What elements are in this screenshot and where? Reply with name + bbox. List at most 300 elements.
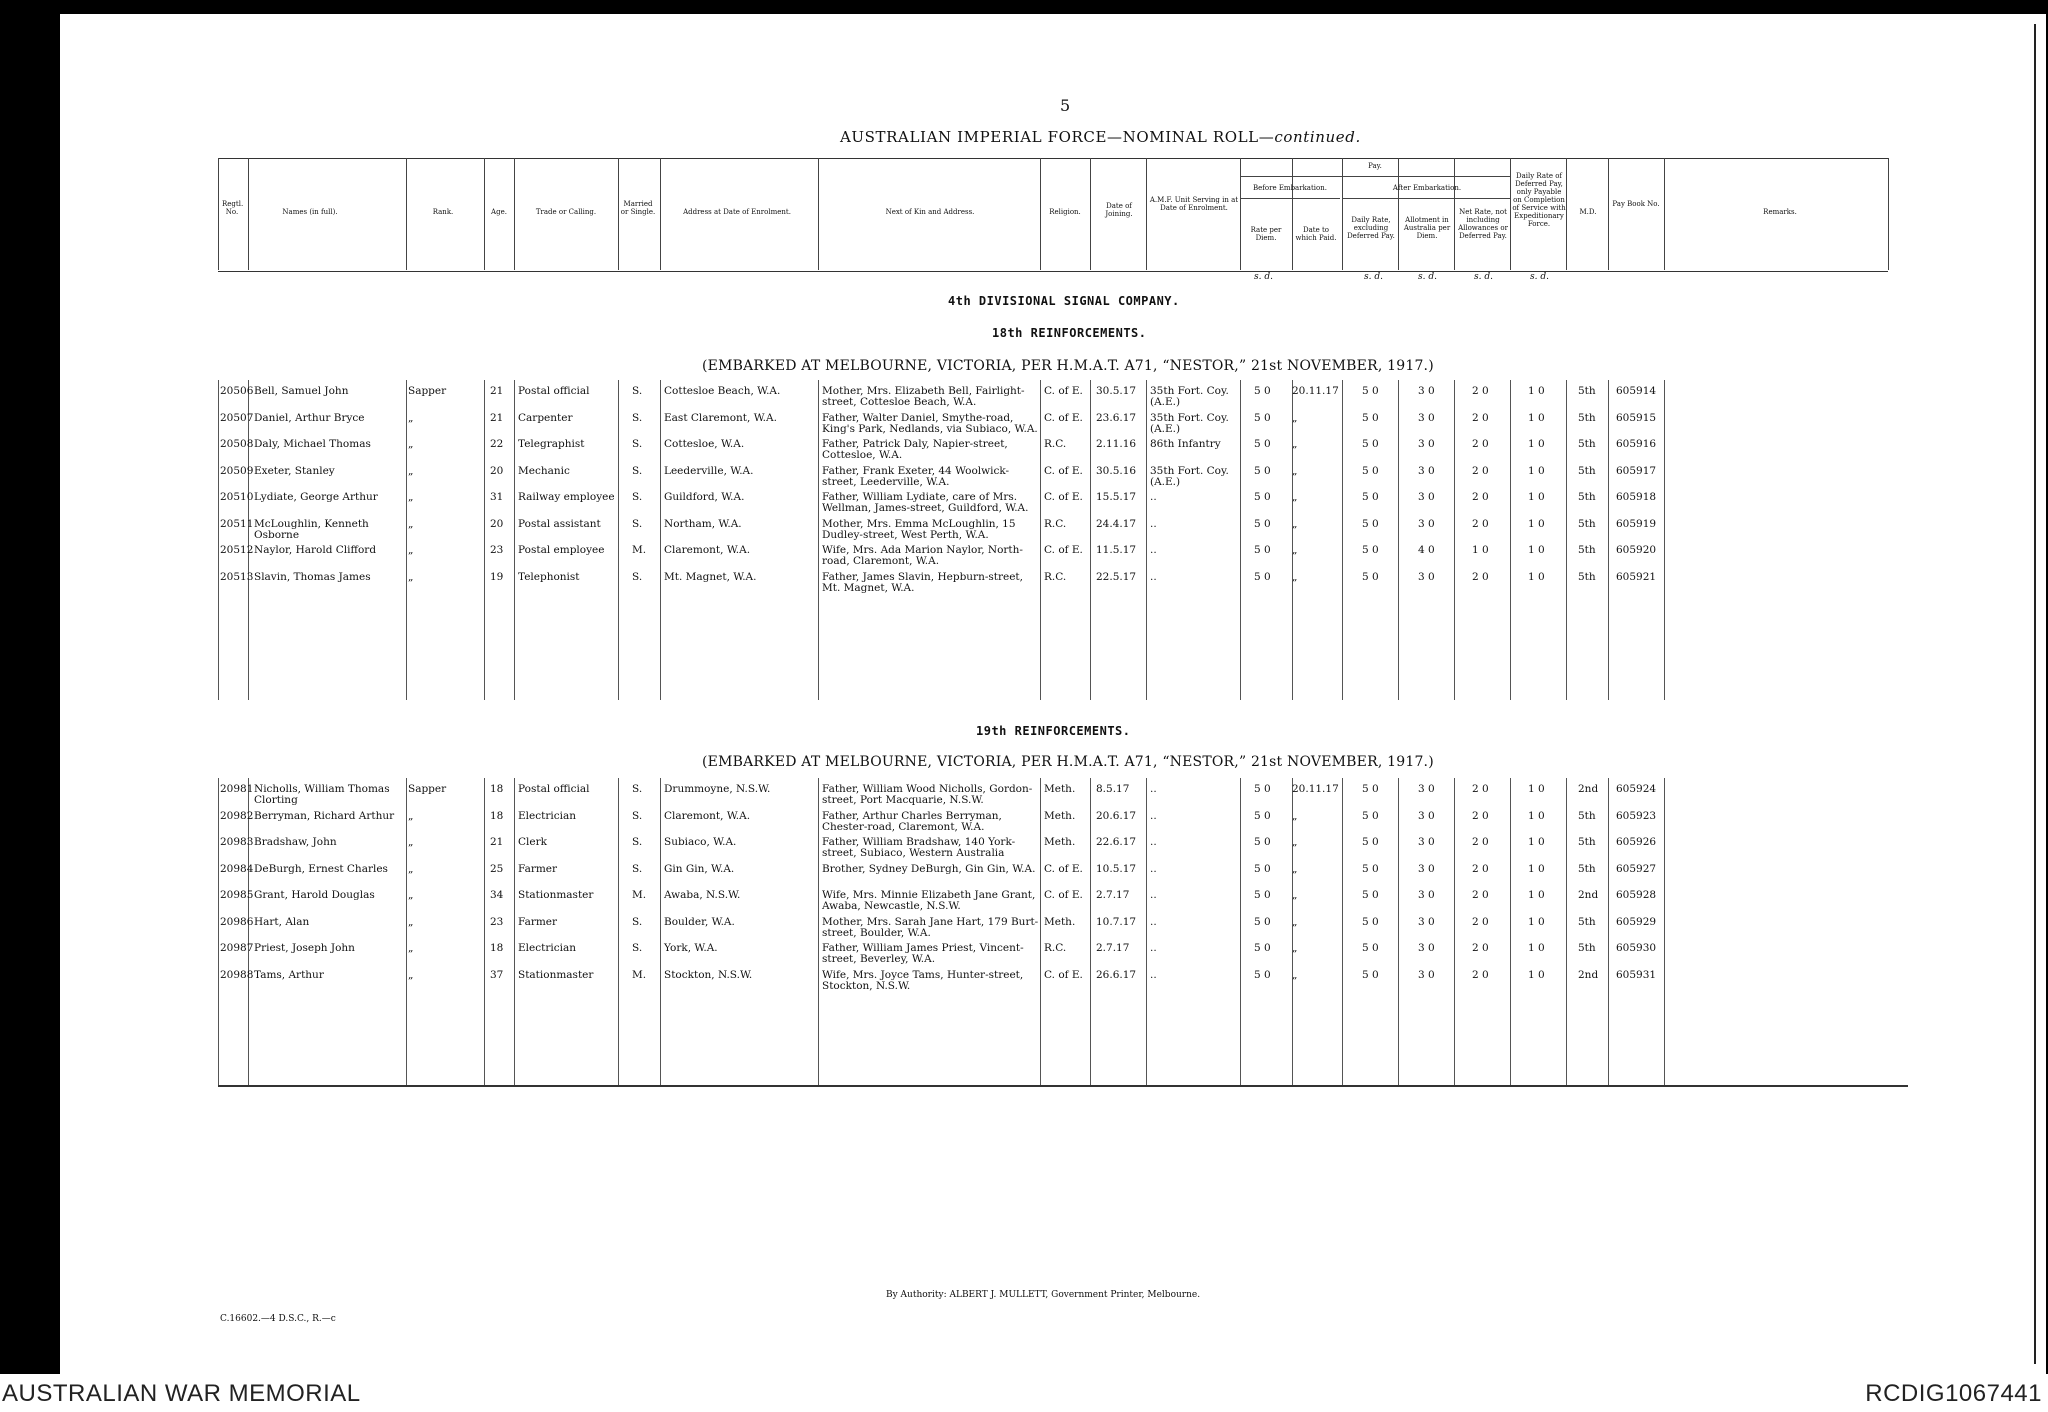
body-column-rule xyxy=(484,778,485,1085)
body-column-rule xyxy=(1454,380,1455,700)
cell-next-of-kin: Father, Walter Daniel, Smythe-road, King's Park, Nedlands, via Subiaco, W.A. xyxy=(822,411,1038,435)
header-after-embarkation: After Embarkation. xyxy=(1392,184,1462,192)
header-column-rule xyxy=(618,158,619,270)
cell-rank: „ xyxy=(408,915,414,928)
cell-trade: Telegraphist xyxy=(518,438,585,450)
cell-trade: Railway employee xyxy=(518,491,615,503)
cell-religion: Meth. xyxy=(1044,915,1076,928)
cell-age: 23 xyxy=(490,544,504,556)
cell-daily-rate: 5 0 xyxy=(1362,915,1379,928)
cell-pay-book: 605926 xyxy=(1616,836,1657,848)
cell-religion: C. of E. xyxy=(1044,385,1083,397)
body-column-rule xyxy=(1342,380,1343,700)
cell-address: Boulder, W.A. xyxy=(664,915,735,928)
cell-address: Cottesloe, W.A. xyxy=(664,438,745,450)
body-column-rule xyxy=(514,380,515,700)
cell-deferred-rate: 1 0 xyxy=(1528,968,1545,981)
cell-trade: Postal assistant xyxy=(518,517,601,530)
cell-daily-rate: 5 0 xyxy=(1362,862,1379,875)
cell-deferred-rate: 1 0 xyxy=(1528,570,1545,583)
cell-religion: C. of E. xyxy=(1044,464,1083,477)
cell-deferred-rate: 1 0 xyxy=(1528,809,1545,822)
embarked-note-19th: (EMBARKED AT MELBOURNE, VICTORIA, PER H.M.A.T. A71, “NESTOR,” 21st NOVEMBER, 1917.) xyxy=(702,754,1434,770)
header-married: Married or Single. xyxy=(620,200,656,216)
cell-md: 5th xyxy=(1578,464,1596,477)
cell-rate-per-diem: 5 0 xyxy=(1254,942,1271,954)
cell-date-paid: „ xyxy=(1292,464,1298,477)
header-pay: Pay. xyxy=(1368,162,1382,170)
cell-pay-book: 605929 xyxy=(1616,915,1657,928)
cell-pay-book: 605915 xyxy=(1616,411,1657,424)
cell-daily-rate: 5 0 xyxy=(1362,517,1379,530)
cell-date-joined: 26.6.17 xyxy=(1096,968,1137,981)
header-column-rule xyxy=(406,158,407,270)
cell-daily-rate: 5 0 xyxy=(1362,968,1379,981)
cell-religion: R.C. xyxy=(1044,570,1067,583)
header-column-rule xyxy=(218,158,219,270)
cell-regtl-no: 20983 xyxy=(220,836,254,848)
header-column-rule xyxy=(1664,158,1665,270)
cell-rate-per-diem: 5 0 xyxy=(1254,517,1271,530)
header-subrule xyxy=(1240,176,1510,177)
cell-address: Claremont, W.A. xyxy=(664,809,751,822)
cell-net-rate: 1 0 xyxy=(1472,544,1489,556)
cell-regtl-no: 20512 xyxy=(220,544,254,556)
cell-md: 5th xyxy=(1578,862,1596,875)
cell-pay-book: 605920 xyxy=(1616,544,1657,556)
cell-net-rate: 2 0 xyxy=(1472,411,1489,424)
cell-daily-rate: 5 0 xyxy=(1362,385,1379,397)
cell-next-of-kin: Father, Arthur Charles Berryman, Chester-road, Claremont, W.A. xyxy=(822,809,1002,833)
body-column-rule xyxy=(1398,778,1399,1085)
cell-allotment: 3 0 xyxy=(1418,517,1435,530)
unit-sd: s. d. xyxy=(1364,272,1383,282)
cell-date-joined: 11.5.17 xyxy=(1096,544,1137,556)
cell-date-paid: „ xyxy=(1292,491,1298,503)
header-column-rule xyxy=(1608,158,1609,270)
body-column-rule xyxy=(1240,778,1241,1085)
cell-religion: R.C. xyxy=(1044,438,1067,450)
header-column-rule xyxy=(514,158,515,270)
cell-date-paid: „ xyxy=(1292,862,1298,875)
body-column-rule xyxy=(660,380,661,700)
cell-date-paid: „ xyxy=(1292,570,1298,583)
header-column-rule xyxy=(1566,158,1567,270)
cell-date-paid: „ xyxy=(1292,517,1298,530)
cell-amf-unit: .. xyxy=(1150,809,1157,822)
cell-trade: Electrician xyxy=(518,809,576,822)
cell-date-paid: „ xyxy=(1292,438,1298,450)
cell-religion: C. of E. xyxy=(1044,491,1083,503)
cell-date-paid: „ xyxy=(1292,836,1298,848)
cell-regtl-no: 20509 xyxy=(220,464,254,477)
table-bottom-rule xyxy=(218,1085,1908,1087)
header-column-rule xyxy=(818,158,819,270)
cell-age: 31 xyxy=(490,491,504,503)
cell-age: 18 xyxy=(490,783,504,795)
cell-rate-per-diem: 5 0 xyxy=(1254,491,1271,503)
cell-rate-per-diem: 5 0 xyxy=(1254,438,1271,450)
cell-regtl-no: 20982 xyxy=(220,809,254,822)
body-column-rule xyxy=(1566,380,1567,700)
body-column-rule xyxy=(1608,380,1609,700)
cell-net-rate: 2 0 xyxy=(1472,836,1489,848)
header-age: Age. xyxy=(491,208,507,216)
section-title-18th: 18th REINFORCEMENTS. xyxy=(992,326,1147,340)
cell-religion: Meth. xyxy=(1044,809,1076,822)
cell-rank: Sapper xyxy=(408,385,447,397)
cell-name: Nicholls, William Thomas Clorting xyxy=(254,783,390,806)
cell-rate-per-diem: 5 0 xyxy=(1254,411,1271,424)
header-before-embarkation: Before Embarkation. xyxy=(1253,184,1327,192)
cell-amf-unit: .. xyxy=(1150,836,1157,848)
cell-allotment: 3 0 xyxy=(1418,968,1435,981)
cell-rate-per-diem: 5 0 xyxy=(1254,968,1271,981)
cell-pay-book: 605923 xyxy=(1616,809,1657,822)
body-column-rule xyxy=(818,380,819,700)
cell-marital-status: S. xyxy=(632,862,643,875)
cell-address: Claremont, W.A. xyxy=(664,544,751,556)
cell-marital-status: S. xyxy=(632,836,643,848)
cell-marital-status: S. xyxy=(632,385,643,397)
cell-date-joined: 30.5.16 xyxy=(1096,464,1137,477)
cell-daily-rate: 5 0 xyxy=(1362,783,1379,795)
cell-pay-book: 605916 xyxy=(1616,438,1657,450)
cell-trade: Stationmaster xyxy=(518,889,594,901)
cell-date-joined: 8.5.17 xyxy=(1096,783,1130,795)
cell-date-paid: „ xyxy=(1292,915,1298,928)
header-column-rule xyxy=(1398,158,1399,270)
cell-pay-book: 605919 xyxy=(1616,517,1657,530)
cell-date-joined: 30.5.17 xyxy=(1096,385,1137,397)
header-column-rule xyxy=(1454,158,1455,270)
cell-allotment: 3 0 xyxy=(1418,862,1435,875)
cell-next-of-kin: Wife, Mrs. Ada Marion Naylor, North-road, Claremont, W.A. xyxy=(822,544,1023,567)
cell-date-paid: „ xyxy=(1292,544,1298,556)
cell-allotment: 3 0 xyxy=(1418,385,1435,397)
cell-next-of-kin: Father, Patrick Daly, Napier-street, Cottesloe, W.A. xyxy=(822,438,1008,461)
header-religion: Religion. xyxy=(1049,208,1081,216)
cell-md: 2nd xyxy=(1578,968,1599,981)
cell-date-paid: 20.11.17 xyxy=(1292,783,1339,795)
cell-marital-status: M. xyxy=(632,544,647,556)
header-daily-rate: Daily Rate, excluding Deferred Pay. xyxy=(1347,216,1395,240)
cell-religion: C. of E. xyxy=(1044,411,1083,424)
cell-pay-book: 605921 xyxy=(1616,570,1657,583)
cell-age: 22 xyxy=(490,438,504,450)
cell-daily-rate: 5 0 xyxy=(1362,491,1379,503)
body-column-rule xyxy=(248,380,249,700)
cell-next-of-kin: Father, Frank Exeter, 44 Woolwick-street, Leederville, W.A. xyxy=(822,464,1010,488)
cell-rate-per-diem: 5 0 xyxy=(1254,385,1271,397)
cell-md: 5th xyxy=(1578,385,1596,397)
cell-religion: C. of E. xyxy=(1044,544,1083,556)
cell-allotment: 3 0 xyxy=(1418,809,1435,822)
cell-pay-book: 605918 xyxy=(1616,491,1657,503)
cell-address: Subiaco, W.A. xyxy=(664,836,737,848)
cell-deferred-rate: 1 0 xyxy=(1528,783,1545,795)
unit-sd: s. d. xyxy=(1530,272,1549,282)
cell-age: 23 xyxy=(490,915,504,928)
cell-regtl-no: 20985 xyxy=(220,889,254,901)
body-column-rule xyxy=(1664,380,1665,700)
cell-address: Drummoyne, N.S.W. xyxy=(664,783,771,795)
header-address: Address at Date of Enrolment. xyxy=(683,208,791,216)
cell-marital-status: S. xyxy=(632,411,643,424)
cell-allotment: 3 0 xyxy=(1418,438,1435,450)
cell-trade: Stationmaster xyxy=(518,968,594,981)
cell-trade: Clerk xyxy=(518,836,547,848)
page-edge-line xyxy=(2034,24,2036,1364)
cell-religion: Meth. xyxy=(1044,836,1076,848)
cell-regtl-no: 20981 xyxy=(220,783,254,795)
cell-deferred-rate: 1 0 xyxy=(1528,491,1545,503)
cell-amf-unit: 86th Infantry xyxy=(1150,438,1221,450)
cell-regtl-no: 20984 xyxy=(220,862,254,875)
header-column-rule xyxy=(484,158,485,270)
cell-rate-per-diem: 5 0 xyxy=(1254,836,1271,848)
cell-age: 18 xyxy=(490,809,504,822)
cell-address: Gin Gin, W.A. xyxy=(664,862,735,875)
cell-pay-book: 605928 xyxy=(1616,889,1657,901)
cell-trade: Postal official xyxy=(518,385,590,397)
header-remarks: Remarks. xyxy=(1763,208,1797,216)
unit-sd: s. d. xyxy=(1254,272,1273,282)
body-column-rule xyxy=(1510,778,1511,1085)
cell-allotment: 3 0 xyxy=(1418,942,1435,954)
print-code: C.16602.—4 D.S.C., R.—c xyxy=(220,1314,336,1324)
cell-rank: „ xyxy=(408,570,414,583)
cell-rank: „ xyxy=(408,942,414,954)
cell-trade: Mechanic xyxy=(518,464,570,477)
cell-daily-rate: 5 0 xyxy=(1362,942,1379,954)
header-amf-unit: A.M.F. Unit Serving in at Date of Enrolment. xyxy=(1149,196,1239,212)
cell-date-paid: „ xyxy=(1292,889,1298,901)
header-column-rule xyxy=(248,158,249,270)
body-column-rule xyxy=(1292,778,1293,1085)
cell-deferred-rate: 1 0 xyxy=(1528,942,1545,954)
cell-deferred-rate: 1 0 xyxy=(1528,438,1545,450)
cell-rank: „ xyxy=(408,836,414,848)
cell-next-of-kin: Mother, Mrs. Emma McLoughlin, 15 Dudley-street, West Perth, W.A. xyxy=(822,517,1016,541)
cell-daily-rate: 5 0 xyxy=(1362,836,1379,848)
cell-age: 21 xyxy=(490,385,504,397)
cell-rank: „ xyxy=(408,889,414,901)
cell-md: 2nd xyxy=(1578,783,1599,795)
body-column-rule xyxy=(514,778,515,1085)
cell-name: Bell, Samuel John xyxy=(254,385,349,397)
cell-trade: Electrician xyxy=(518,942,576,954)
cell-rank: „ xyxy=(408,491,414,503)
cell-next-of-kin: Father, William Lydiate, care of Mrs. Wellman, James-street, Guildford, W.A. xyxy=(822,491,1029,514)
cell-rate-per-diem: 5 0 xyxy=(1254,809,1271,822)
cell-trade: Telephonist xyxy=(518,570,580,583)
cell-age: 20 xyxy=(490,464,504,477)
cell-age: 19 xyxy=(490,570,504,583)
cell-net-rate: 2 0 xyxy=(1472,517,1489,530)
cell-regtl-no: 20511 xyxy=(220,517,254,530)
cell-marital-status: S. xyxy=(632,570,643,583)
header-column-rule xyxy=(1146,158,1147,270)
cell-age: 34 xyxy=(490,889,504,901)
header-subrule xyxy=(1342,198,1510,199)
body-column-rule xyxy=(1146,380,1147,700)
cell-next-of-kin: Wife, Mrs. Joyce Tams, Hunter-street, Stockton, N.S.W. xyxy=(822,968,1024,992)
cell-name: Exeter, Stanley xyxy=(254,464,335,477)
cell-name: Grant, Harold Douglas xyxy=(254,889,375,901)
cell-rank: „ xyxy=(408,411,414,424)
cell-md: 5th xyxy=(1578,570,1596,583)
embarked-note-18th: (EMBARKED AT MELBOURNE, VICTORIA, PER H.M.A.T. A71, “NESTOR,” 21st NOVEMBER, 1917.) xyxy=(702,358,1434,374)
header-column-rule xyxy=(1510,158,1511,270)
body-column-rule xyxy=(218,778,219,1085)
cell-amf-unit: .. xyxy=(1150,491,1157,503)
cell-marital-status: S. xyxy=(632,915,643,928)
cell-pay-book: 605924 xyxy=(1616,783,1657,795)
cell-date-paid: „ xyxy=(1292,942,1298,954)
header-allotment: Allotment in Australia per Diem. xyxy=(1403,216,1451,240)
header-rate-per-diem: Rate per Diem. xyxy=(1250,226,1282,242)
header-pay-book: Pay Book No. xyxy=(1612,200,1660,208)
cell-address: Guildford, W.A. xyxy=(664,491,745,503)
cell-date-paid: „ xyxy=(1292,809,1298,822)
cell-deferred-rate: 1 0 xyxy=(1528,836,1545,848)
cell-allotment: 3 0 xyxy=(1418,464,1435,477)
cell-deferred-rate: 1 0 xyxy=(1528,889,1545,901)
cell-net-rate: 2 0 xyxy=(1472,464,1489,477)
cell-religion: C. of E. xyxy=(1044,968,1083,981)
cell-next-of-kin: Mother, Mrs. Sarah Jane Hart, 179 Burt-street, Boulder, W.A. xyxy=(822,915,1039,939)
cell-regtl-no: 20508 xyxy=(220,438,254,450)
cell-allotment: 3 0 xyxy=(1418,783,1435,795)
cell-religion: C. of E. xyxy=(1044,889,1083,901)
body-column-rule xyxy=(1664,778,1665,1085)
cell-date-joined: 2.11.16 xyxy=(1096,438,1137,450)
cell-marital-status: S. xyxy=(632,517,643,530)
cell-address: East Claremont, W.A. xyxy=(664,411,777,424)
cell-date-joined: 22.6.17 xyxy=(1096,836,1137,848)
cell-marital-status: M. xyxy=(632,889,647,901)
cell-md: 5th xyxy=(1578,438,1596,450)
cell-address: Mt. Magnet, W.A. xyxy=(664,570,757,583)
cell-religion: C. of E. xyxy=(1044,862,1083,875)
cell-deferred-rate: 1 0 xyxy=(1528,464,1545,477)
body-column-rule xyxy=(1510,380,1511,700)
cell-date-joined: 24.4.17 xyxy=(1096,517,1137,530)
cell-rate-per-diem: 5 0 xyxy=(1254,783,1271,795)
cell-next-of-kin: Father, William Wood Nicholls, Gordon-street, Port Macquarie, N.S.W. xyxy=(822,783,1033,806)
cell-trade: Postal official xyxy=(518,783,590,795)
cell-date-joined: 15.5.17 xyxy=(1096,491,1137,503)
cell-amf-unit: .. xyxy=(1150,570,1157,583)
cell-trade: Farmer xyxy=(518,862,558,875)
cell-allotment: 3 0 xyxy=(1418,889,1435,901)
cell-daily-rate: 5 0 xyxy=(1362,544,1379,556)
cell-next-of-kin: Brother, Sydney DeBurgh, Gin Gin, W.A. xyxy=(822,862,1036,875)
cell-next-of-kin: Father, William Bradshaw, 140 York-street, Subiaco, Western Australia xyxy=(822,836,1016,859)
cell-pay-book: 605930 xyxy=(1616,942,1657,954)
cell-regtl-no: 20986 xyxy=(220,915,254,928)
cell-rank: „ xyxy=(408,862,414,875)
body-column-rule xyxy=(1040,380,1041,700)
cell-name: Tams, Arthur xyxy=(254,968,324,981)
body-column-rule xyxy=(1292,380,1293,700)
cell-religion: R.C. xyxy=(1044,517,1067,530)
cell-age: 21 xyxy=(490,411,504,424)
header-rank: Rank. xyxy=(432,208,454,216)
body-column-rule xyxy=(1342,778,1343,1085)
cell-deferred-rate: 1 0 xyxy=(1528,411,1545,424)
cell-next-of-kin: Wife, Mrs. Minnie Elizabeth Jane Grant, Awaba, Newcastle, N.S.W. xyxy=(822,889,1036,912)
cell-next-of-kin: Father, James Slavin, Hepburn-street, Mt. Magnet, W.A. xyxy=(822,570,1023,594)
header-next-of-kin: Next of Kin and Address. xyxy=(885,208,975,216)
cell-name: Daly, Michael Thomas xyxy=(254,438,371,450)
cell-net-rate: 2 0 xyxy=(1472,491,1489,503)
cell-date-paid: „ xyxy=(1292,411,1298,424)
cell-deferred-rate: 1 0 xyxy=(1528,517,1545,530)
header-column-rule xyxy=(1240,158,1241,270)
cell-allotment: 4 0 xyxy=(1418,544,1435,556)
header-trade: Trade or Calling. xyxy=(535,208,597,216)
title-text: AUSTRALIAN IMPERIAL FORCE—NOMINAL ROLL— xyxy=(840,128,1275,146)
cell-rank: „ xyxy=(408,968,414,981)
body-column-rule xyxy=(406,778,407,1085)
cell-deferred-rate: 1 0 xyxy=(1528,915,1545,928)
cell-address: Cottesloe Beach, W.A. xyxy=(664,385,781,397)
cell-trade: Farmer xyxy=(518,915,558,928)
cell-amf-unit: .. xyxy=(1150,942,1157,954)
cell-pay-book: 605931 xyxy=(1616,968,1657,981)
cell-rank: „ xyxy=(408,438,414,450)
cell-marital-status: S. xyxy=(632,809,643,822)
title-suffix: continued. xyxy=(1274,128,1361,146)
header-net-rate: Net Rate, not including Allowances or Deferred Pay. xyxy=(1458,208,1508,240)
unit-sd: s. d. xyxy=(1418,272,1437,282)
cell-amf-unit: .. xyxy=(1150,968,1157,981)
cell-amf-unit: .. xyxy=(1150,915,1157,928)
cell-rate-per-diem: 5 0 xyxy=(1254,544,1271,556)
cell-next-of-kin: Mother, Mrs. Elizabeth Bell, Fairlight-street, Cottesloe Beach, W.A. xyxy=(822,385,1025,408)
body-column-rule xyxy=(1040,778,1041,1085)
cell-age: 21 xyxy=(490,836,504,848)
cell-md: 5th xyxy=(1578,915,1596,928)
cell-pay-book: 605917 xyxy=(1616,464,1657,477)
cell-regtl-no: 20507 xyxy=(220,411,254,424)
body-column-rule xyxy=(618,380,619,700)
cell-amf-unit: .. xyxy=(1150,517,1157,530)
header-date-paid: Date to which Paid. xyxy=(1295,226,1337,242)
cell-religion: Meth. xyxy=(1044,783,1076,795)
body-column-rule xyxy=(818,778,819,1085)
cell-name: DeBurgh, Ernest Charles xyxy=(254,862,388,875)
cell-date-joined: 20.6.17 xyxy=(1096,809,1137,822)
header-column-rule xyxy=(660,158,661,270)
cell-amf-unit: .. xyxy=(1150,544,1157,556)
cell-rate-per-diem: 5 0 xyxy=(1254,915,1271,928)
body-column-rule xyxy=(1146,778,1147,1085)
page-number: 5 xyxy=(1060,96,1071,115)
cell-daily-rate: 5 0 xyxy=(1362,889,1379,901)
cell-pay-book: 605927 xyxy=(1616,862,1657,875)
cell-md: 5th xyxy=(1578,491,1596,503)
cell-address: Leederville, W.A. xyxy=(664,464,754,477)
cell-daily-rate: 5 0 xyxy=(1362,411,1379,424)
cell-trade: Postal employee xyxy=(518,544,605,556)
cell-daily-rate: 5 0 xyxy=(1362,570,1379,583)
cell-daily-rate: 5 0 xyxy=(1362,809,1379,822)
cell-age: 20 xyxy=(490,517,504,530)
cell-amf-unit: .. xyxy=(1150,783,1157,795)
